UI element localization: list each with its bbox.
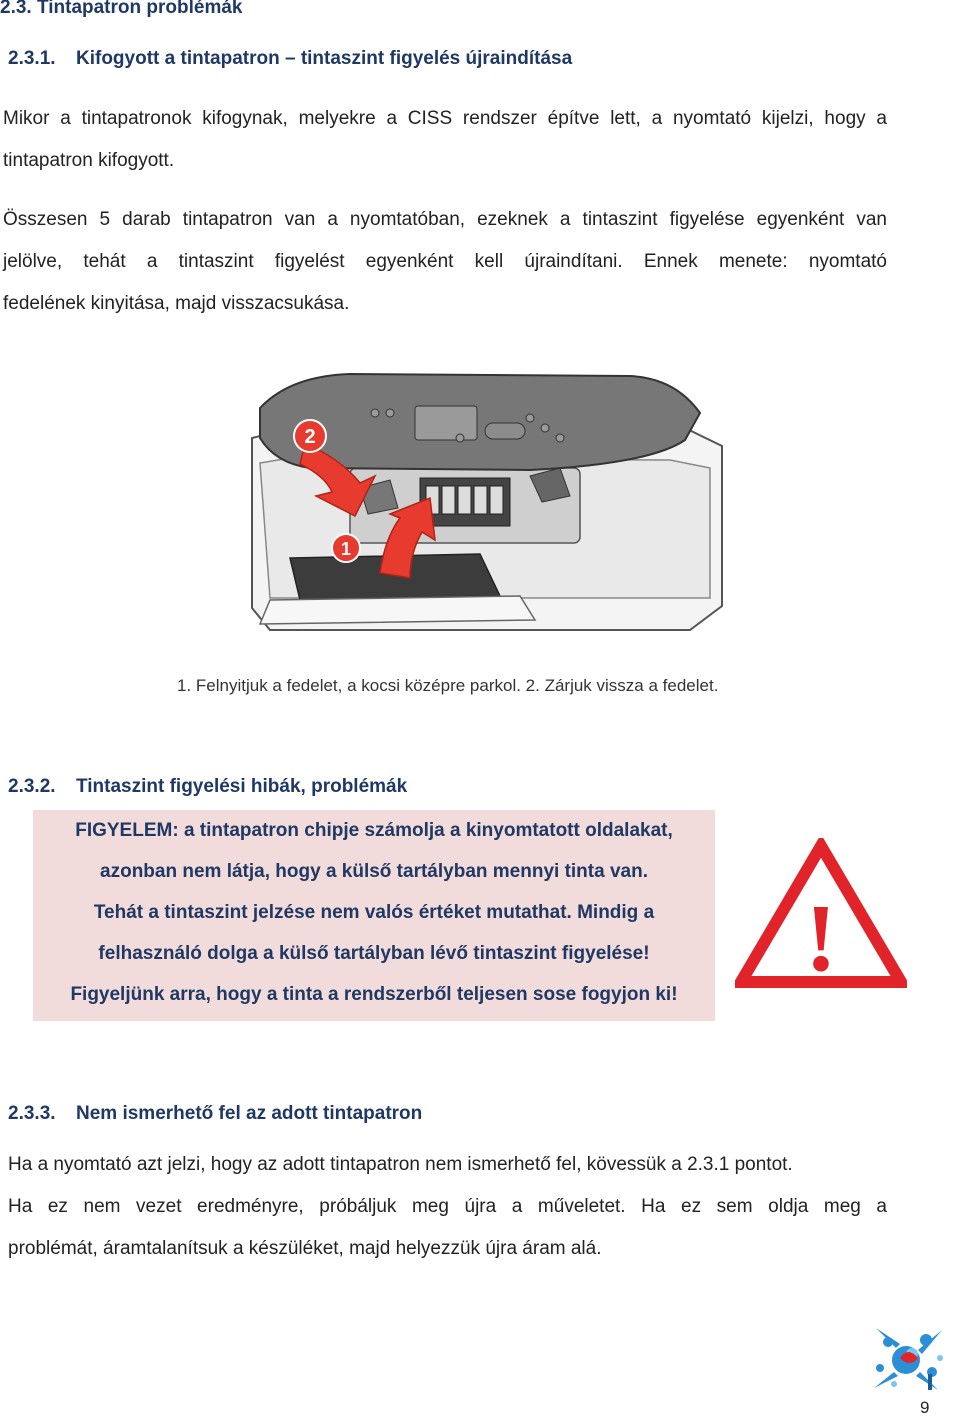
page-number: 9 — [920, 1398, 930, 1417]
section-number: 2.3.1. — [8, 48, 56, 69]
section-number: 2.3.3. — [8, 1103, 56, 1124]
section-number: 2.3.2. — [8, 776, 56, 797]
paragraph-cartridge-empty — [3, 98, 887, 182]
paragraph-line: Ha a nyomtató azt jelzi, hogy az adott tintapatron nem ismerhető fel, kövessük a 2.3.1 pontot. — [8, 1154, 793, 1175]
paragraph-line: Mikor a tintapatronok kifogynak, melyekre a CISS rendszer építve lett, a nyomtató kijelzi, hogy a — [3, 108, 887, 129]
section-title: Nem ismerhető fel az adott tintapatron — [76, 1103, 423, 1124]
warning-line: azonban nem látja, hogy a külső tartályban mennyi tinta van. — [100, 861, 648, 882]
section-title: Kifogyott a tintapatron – tintaszint figyelés újraindítása — [76, 48, 573, 69]
figure-caption: 1. Felnyitjuk a fedelet, a kocsi középre parkol. 2. Zárjuk vissza a fedelet. — [177, 676, 719, 695]
printer-illustration — [230, 368, 730, 638]
paragraph-line: jelölve, tehát a tintaszint figyelést egyenként kell újraindítani. Ennek menete: nyomtató — [3, 251, 887, 272]
paragraph-line: Összesen 5 darab tintapatron van a nyomtatóban, ezeknek a tintaszint figyelése egyenként van — [3, 209, 887, 230]
paragraph-line: fedelének kinyitása, majd visszacsukása. — [3, 293, 350, 314]
warning-line: Tehát a tintaszint jelzése nem valós értéket mutathat. Mindig a — [93, 902, 655, 923]
section-heading-2-3-3 — [8, 1103, 422, 1125]
step-2-label: 2 — [304, 426, 316, 448]
paragraph-reset-procedure — [3, 199, 887, 325]
splash-logo-icon — [866, 1324, 948, 1398]
section-title: Tintaszint figyelési hibák, problémák — [76, 776, 408, 797]
section-heading-2-3-1 — [8, 48, 572, 70]
section-heading-2-3-2 — [8, 776, 407, 798]
warning-triangle-icon — [735, 838, 907, 988]
paragraph-line: tintapatron kifogyott. — [3, 150, 175, 171]
paragraph-line: Ha ez nem vezet eredményre, próbáljuk meg újra a műveletet. Ha ez sem oldja meg a — [8, 1196, 887, 1217]
paragraph-unrecognized-cartridge — [8, 1144, 887, 1270]
paragraph-line: problémát, áramtalanítsuk a készüléket, majd helyezzük újra áram alá. — [8, 1238, 602, 1259]
warning-line: FIGYELEM: a tintapatron chipje számolja a kinyomtatott oldalakat, — [75, 820, 673, 841]
step-1-label: 1 — [340, 539, 352, 559]
section-title-2-3: 2.3. Tintapatron problémák — [0, 0, 243, 18]
warning-exclamation: ! — [805, 884, 837, 988]
warning-line: felhasználó dolga a külső tartályban lévő tintaszint figyelése! — [98, 943, 650, 964]
warning-line: Figyeljünk arra, hogy a tinta a rendszerből teljesen sose fogyjon ki! — [70, 984, 678, 1005]
warning-box — [33, 810, 715, 1021]
